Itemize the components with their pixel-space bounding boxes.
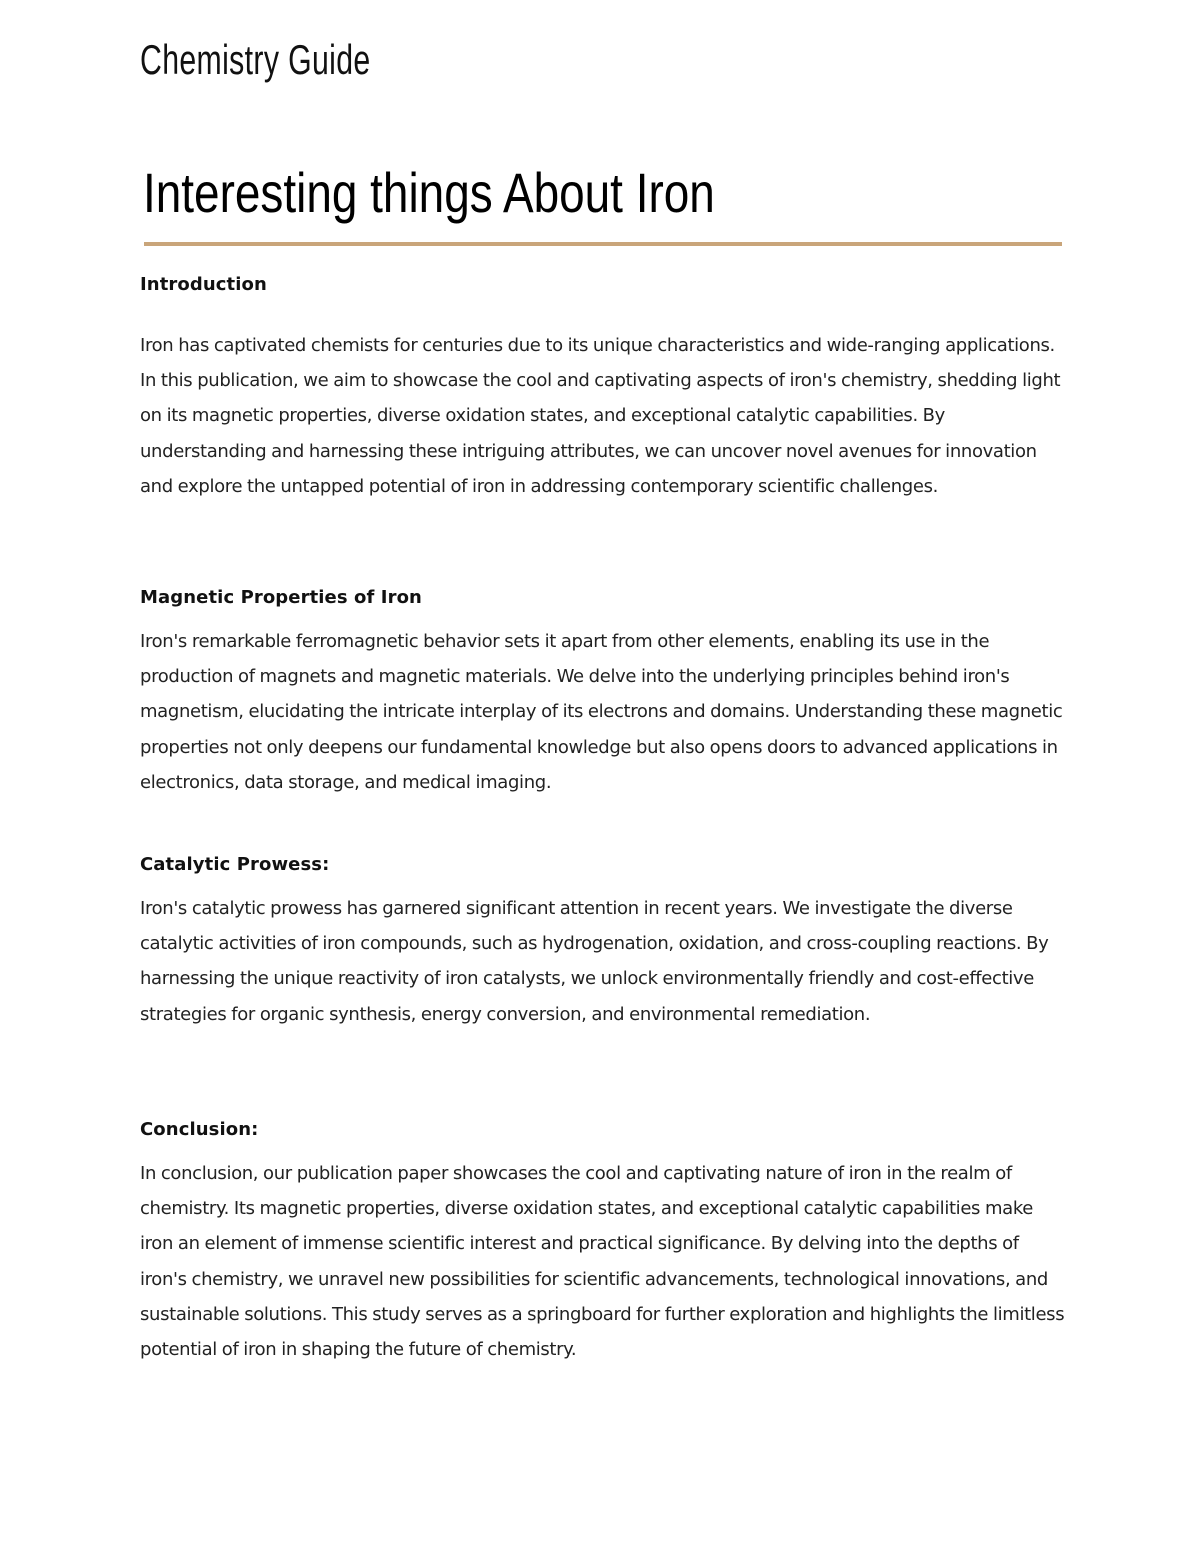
section-heading: Conclusion: — [140, 1119, 259, 1140]
section-magnetic-properties — [140, 586, 1070, 800]
section-introduction — [140, 273, 1070, 504]
guide-title: Chemistry Guide — [140, 36, 371, 83]
document-title: Interesting things About Iron — [143, 161, 715, 224]
section-heading: Introduction — [140, 274, 267, 295]
section-body: Iron has captivated chemists for centuries due to its unique characteristics and wide-ranging applications. In this publication, we aim to showcase the cool and captivating aspects of iron's chemistry, shedding light on its magnetic properties, diverse oxidation states, and exceptional catalytic capabilities. By understanding and harnessing these intriguing attributes, we can uncover novel avenues for innovation and explore the untapped potential of iron in addressing contemporary scientific challenges. — [140, 335, 1061, 497]
section-catalytic-prowess — [140, 853, 1070, 1032]
section-body: Iron's catalytic prowess has garnered significant attention in recent years. We investigate the diverse catalytic activities of iron compounds, such as hydrogenation, oxidation, and cross-coupling reactions. By harnessing the unique reactivity of iron catalysts, we unlock environmentally friendly and cost-effective strategies for organic synthesis, energy conversion, and environmental remediation. — [140, 898, 1049, 1025]
section-conclusion — [140, 1118, 1070, 1367]
section-body: In conclusion, our publication paper showcases the cool and captivating nature of iron in the realm of chemistry. Its magnetic properties, diverse oxidation states, and exceptional catalytic capabilities make iron an element of immense scientific interest and practical significance. By delving into the depths of iron's chemistry, we unravel new possibilities for scientific advancements, technological innovations, and sustainable solutions. This study serves as a springboard for further exploration and highlights the limitless potential of iron in shaping the future of chemistry. — [140, 1163, 1065, 1361]
title-divider — [144, 242, 1062, 246]
section-body: Iron's remarkable ferromagnetic behavior sets it apart from other elements, enabling its use in the production of magnets and magnetic materials. We delve into the underlying principles behind iron's magnetism, elucidating the intricate interplay of its electrons and domains. Understanding these magnetic properties not only deepens our fundamental knowledge but also opens doors to advanced applications in electronics, data storage, and medical imaging. — [140, 631, 1063, 793]
section-heading: Catalytic Prowess: — [140, 854, 330, 875]
section-heading: Magnetic Properties of Iron — [140, 587, 422, 608]
